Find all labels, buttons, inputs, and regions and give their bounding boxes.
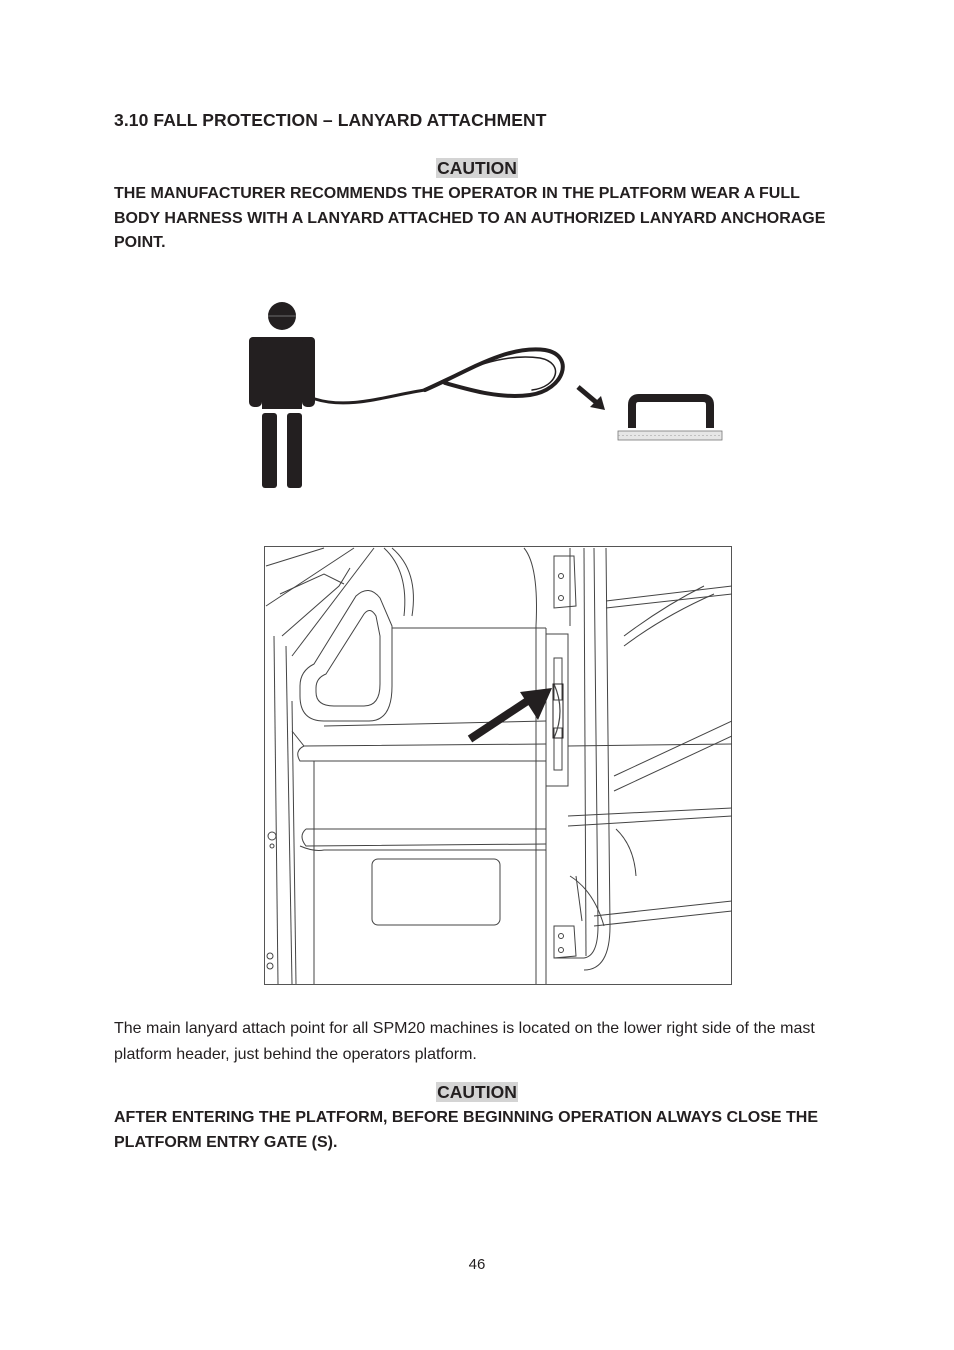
section-title: 3.10 FALL PROTECTION – LANYARD ATTACHMENT [114, 110, 547, 130]
caution-text: THE MANUFACTURER RECOMMENDS THE OPERATOR IN THE PLATFORM WEAR A FULL BODY HARNESS WITH A LANYARD ATTACHED TO AN AUTHORIZED LANYARD ANCHORAGE POINT. [114, 185, 826, 251]
caution-heading [0, 158, 954, 179]
caution-label: CAUTION [437, 158, 517, 178]
caution-text: AFTER ENTERING THE PLATFORM, BEFORE BEGINNING OPERATION ALWAYS CLOSE THE PLATFORM ENTRY GATE (S). [114, 1109, 819, 1151]
caution-heading [0, 1082, 954, 1103]
lanyard-icon [315, 349, 563, 403]
caution-label: CAUTION [437, 1082, 517, 1102]
harness-lanyard-figure [240, 295, 730, 495]
mast-platform-header-drawing [264, 546, 732, 985]
page-number: 46 [468, 1256, 486, 1273]
arrow-icon [578, 387, 605, 410]
person-icon [249, 302, 315, 488]
anchor-point-icon [618, 398, 722, 440]
lanyard-attach-description: The main lanyard attach point for all SPM20 machines is located on the lower right side of the mast platform header, just behind the operators platform. [114, 1020, 815, 1063]
